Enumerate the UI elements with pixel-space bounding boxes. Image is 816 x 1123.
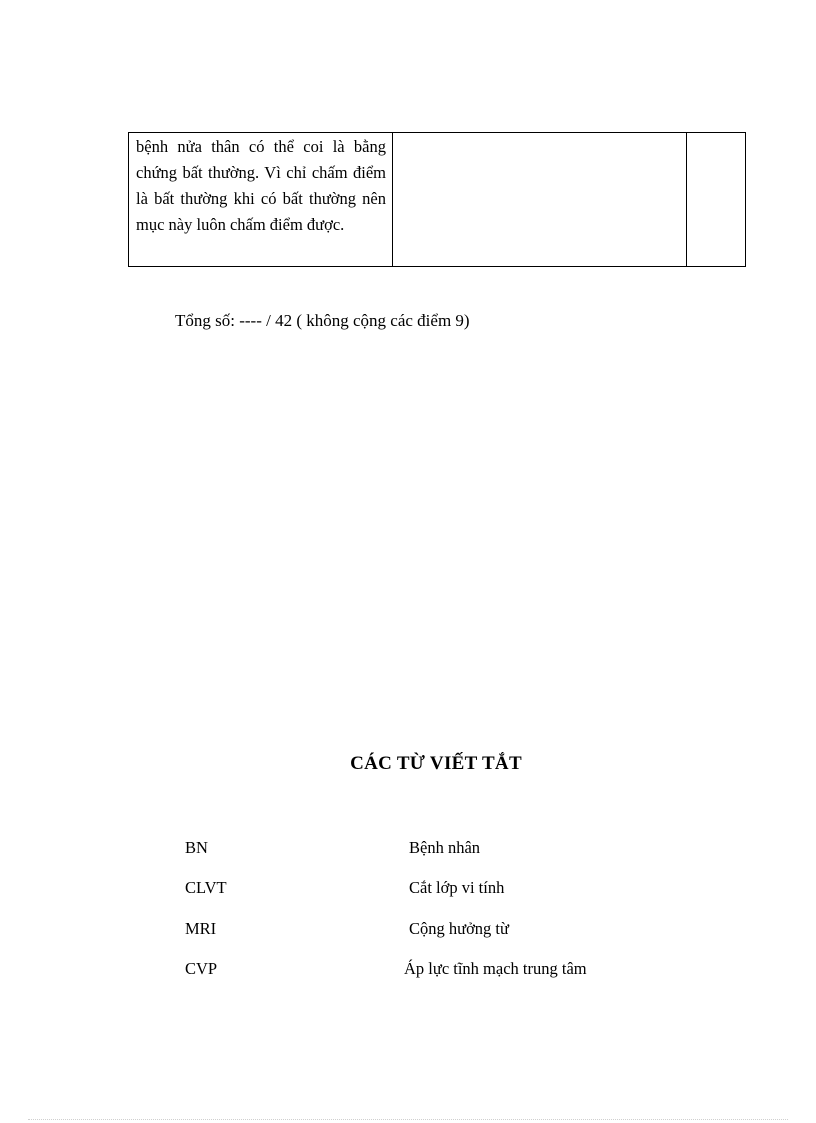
abbreviation-meaning: Bệnh nhân	[409, 838, 481, 857]
abbreviation-meaning: Áp lực tĩnh mạch trung tâm	[404, 959, 587, 978]
abbreviation-meaning: Cộng hưởng từ	[409, 919, 509, 938]
abbreviation-meaning: Cắt lớp vi tính	[409, 878, 505, 897]
abbreviation-row	[0, 836, 816, 860]
table-row	[129, 133, 746, 267]
description-cell	[129, 133, 393, 267]
scoring-table	[128, 132, 746, 267]
abbreviation-term: MRI	[185, 919, 217, 938]
middle-cell	[393, 133, 687, 267]
abbreviation-row	[0, 957, 816, 981]
abbreviation-term: BN	[185, 838, 208, 857]
abbreviations-heading: CÁC TỪ VIẾT TẮT	[350, 753, 522, 774]
abbreviation-row	[0, 876, 816, 900]
abbreviation-term: CLVT	[185, 878, 227, 897]
abbreviation-term: CVP	[185, 959, 218, 978]
abbreviation-row	[0, 917, 816, 941]
total-score-line: Tổng số: ---- / 42 ( không cộng các điểm 9)	[175, 311, 470, 330]
points-cell	[687, 133, 746, 267]
page-bottom-divider	[28, 1119, 788, 1120]
description-text: bệnh nửa thân có thể coi là bằng chứng bất thường. Vì chỉ chấm điểm là bất thường khi có bất thường nên mục này luôn chấm điểm được.	[136, 137, 386, 234]
